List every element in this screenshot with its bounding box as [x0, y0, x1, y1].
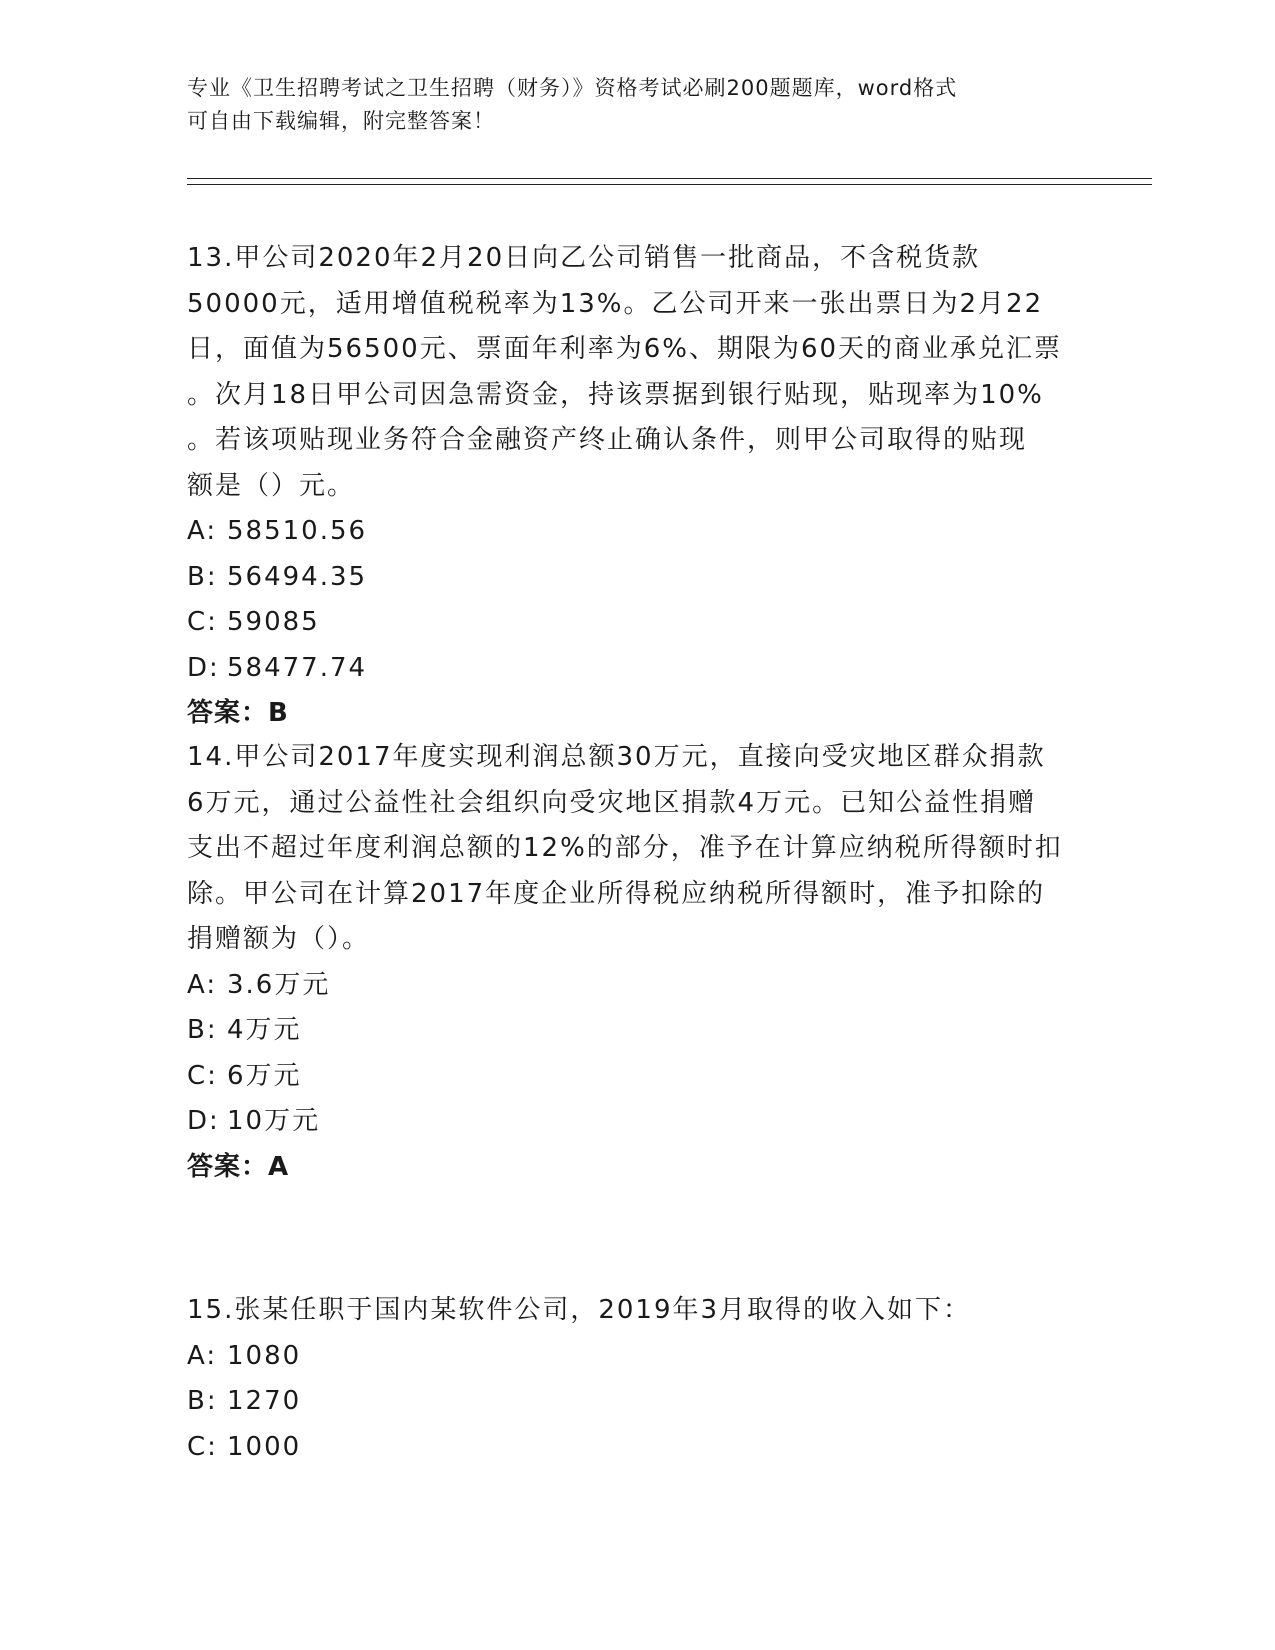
option-text: 3.6万元 [227, 969, 331, 1000]
question-text-line: 。次月18日甲公司因急需资金，持该票据到银行贴现，贴现率为10% [187, 379, 1044, 410]
header-line: 可自由下载编辑，附完整答案！ [187, 109, 495, 133]
option-text: 1000 [227, 1431, 302, 1462]
option-letter: A: [187, 1340, 218, 1371]
question-text-line: 支出不超过年度利润总额的12%的部分，准予在计算应纳税所得额时扣 [187, 833, 1063, 863]
option-letter: B: [187, 561, 218, 592]
option-letter: B: [187, 1015, 218, 1045]
option-letter: C: [187, 607, 218, 637]
option-text: 10万元 [227, 1106, 321, 1136]
answer-label: 答案：B [187, 698, 289, 728]
option-a [187, 509, 1087, 555]
option-text: 1270 [227, 1386, 302, 1416]
option-d [187, 646, 1087, 692]
option-letter: D: [187, 1106, 220, 1136]
question-text-line: 捐赠额为（）。 [187, 924, 371, 954]
option-b [187, 555, 1087, 601]
option-letter: A: [187, 516, 218, 546]
option-letter: D: [187, 652, 220, 683]
question-text-line: 除。甲公司在计算2017年度企业所得税应纳税所得额时，准予扣除的 [187, 878, 1046, 909]
question-text-line: 50000元，适用增值税税率为13%。乙公司开来一张出票日为2月22 [187, 288, 1044, 319]
question-text-line: 13.甲公司2020年2月20日向乙公司销售一批商品，不含税货款 [187, 243, 981, 273]
answer-label: 答案：A [187, 1151, 290, 1182]
option-a [187, 963, 1087, 1009]
question-text-line: 。若该项贴现业务符合金融资产终止确认条件，则甲公司取得的贴现 [187, 425, 1028, 455]
question-15 [187, 1288, 1087, 1470]
option-d [187, 1099, 1087, 1145]
option-b [187, 1379, 1087, 1425]
header-rule [187, 184, 1152, 185]
option-letter: C: [187, 1431, 218, 1462]
option-text: 58510.56 [227, 516, 368, 546]
header-line: 专业《卫生招聘考试之卫生招聘（财务）》资格考试必刷200题题库，word格式 [187, 76, 958, 100]
option-c [187, 600, 1087, 646]
option-text: 6万元 [227, 1060, 302, 1091]
option-text: 1080 [227, 1340, 302, 1371]
option-letter: C: [187, 1060, 218, 1091]
option-text: 4万元 [227, 1015, 302, 1045]
option-letter: B: [187, 1386, 218, 1416]
question-text-line: 15.张某任职于国内某软件公司，2019年3月取得的收入如下： [187, 1295, 972, 1325]
question-13 [187, 236, 1087, 737]
option-c [187, 1054, 1087, 1100]
question-text-line: 额是（）元。 [187, 470, 356, 501]
option-text: 58477.74 [227, 652, 368, 683]
question-text-line: 日，面值为56500元、票面年利率为6%、期限为60天的商业承兑汇票 [187, 334, 1063, 364]
question-14 [187, 735, 1087, 1190]
question-text-line: 6万元，通过公益性社会组织向受灾地区捐款4万元。已知公益性捐赠 [187, 787, 1037, 818]
option-text: 56494.35 [227, 561, 368, 592]
option-text: 59085 [227, 607, 320, 637]
header-rule [187, 178, 1152, 179]
option-a [187, 1334, 1087, 1380]
question-text-line: 14.甲公司2017年度实现利润总额30万元，直接向受灾地区群众捐款 [187, 742, 1046, 772]
option-c [187, 1425, 1087, 1471]
option-b [187, 1008, 1087, 1054]
option-letter: A: [187, 969, 218, 1000]
document-header [187, 72, 1087, 138]
